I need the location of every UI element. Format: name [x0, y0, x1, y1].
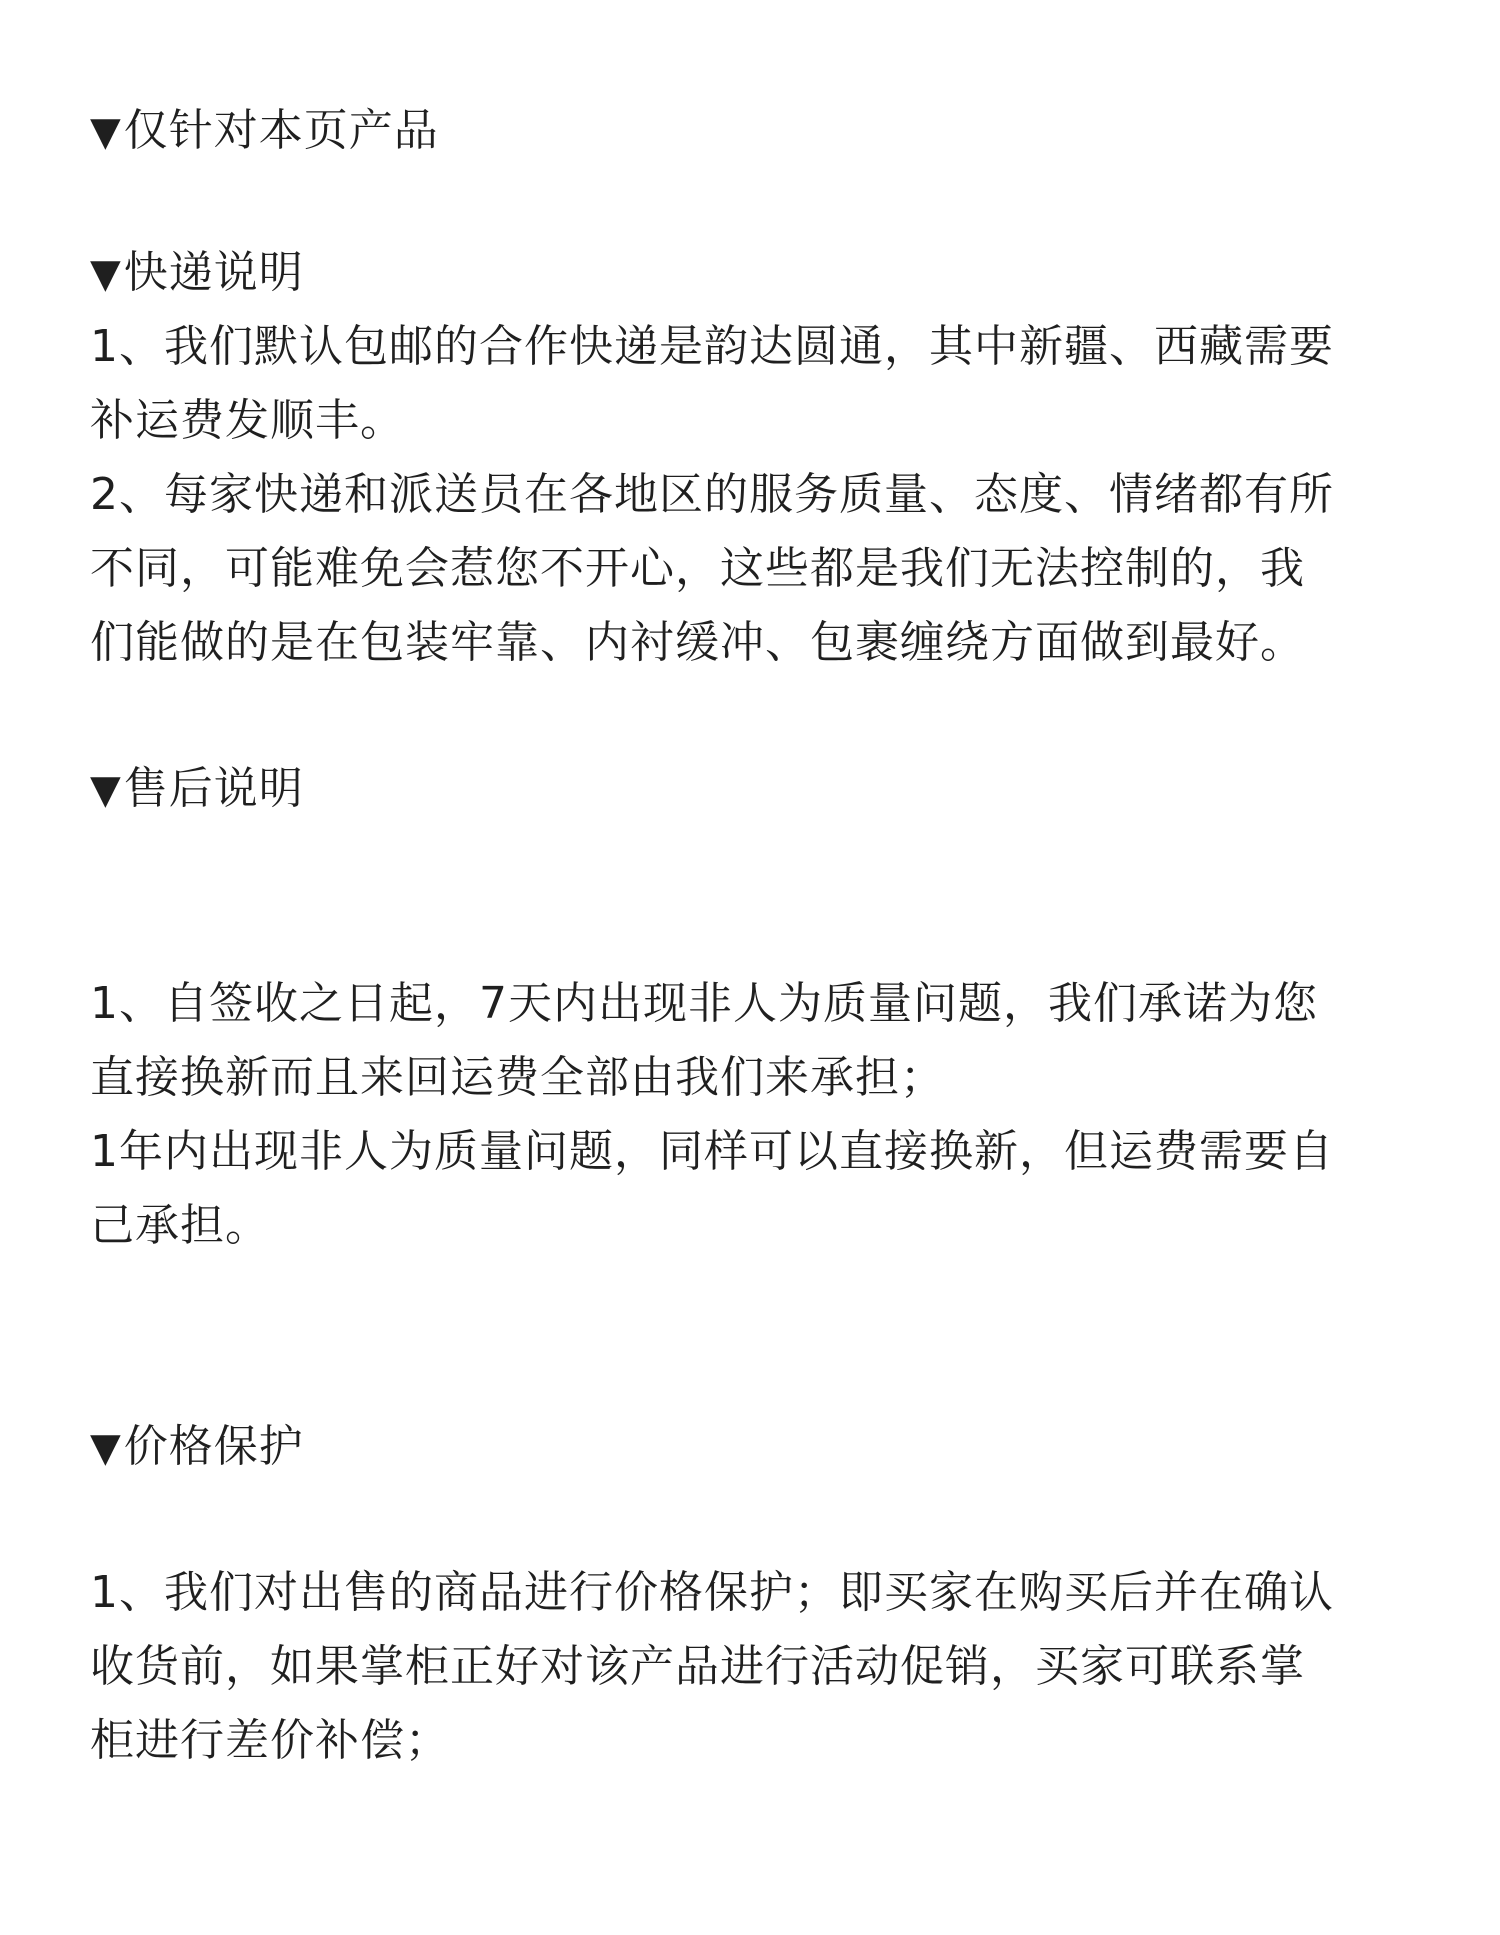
shipping-line-2: 补运费发顺丰。 [90, 395, 405, 446]
shipping-line-5: 们能做的是在包装牢靠、内衬缓冲、包裹缠绕方面做到最好。 [90, 617, 1305, 668]
after-sales-line-1: 1、自签收之日起，7天内出现非人为质量问题，我们承诺为您 [90, 978, 1318, 1029]
heading-scope-text: 仅针对本页产品 [123, 105, 439, 156]
heading-price-protection-text: 价格保护 [123, 1421, 304, 1472]
heading-shipping-text: 快递说明 [123, 247, 304, 298]
heading-after-sales [90, 752, 304, 827]
triangle-down-icon: ▼ [90, 767, 122, 813]
triangle-down-icon: ▼ [90, 109, 122, 155]
heading-price-protection [90, 1410, 304, 1485]
price-protection-line-1: 1、我们对出售的商品进行价格保护；即买家在购买后并在确认 [90, 1567, 1334, 1618]
after-sales-line-4: 己承担。 [90, 1200, 270, 1251]
triangle-down-icon: ▼ [90, 251, 122, 297]
shipping-line-1: 1、我们默认包邮的合作快递是韵达圆通，其中新疆、西藏需要 [90, 321, 1334, 372]
shipping-line-4: 不同，可能难免会惹您不开心，这些都是我们无法控制的，我 [90, 543, 1305, 594]
heading-shipping [90, 236, 304, 311]
heading-scope [90, 94, 439, 169]
after-sales-line-2: 直接换新而且来回运费全部由我们来承担； [90, 1052, 945, 1103]
heading-after-sales-text: 售后说明 [123, 763, 304, 814]
price-protection-line-2: 收货前，如果掌柜正好对该产品进行活动促销，买家可联系掌 [90, 1641, 1305, 1692]
after-sales-line-3: 1年内出现非人为质量问题，同样可以直接换新，但运费需要自 [90, 1126, 1334, 1177]
shipping-line-3: 2、每家快递和派送员在各地区的服务质量、态度、情绪都有所 [90, 469, 1334, 520]
triangle-down-icon: ▼ [90, 1425, 122, 1471]
price-protection-line-3: 柜进行差价补偿； [90, 1715, 450, 1766]
